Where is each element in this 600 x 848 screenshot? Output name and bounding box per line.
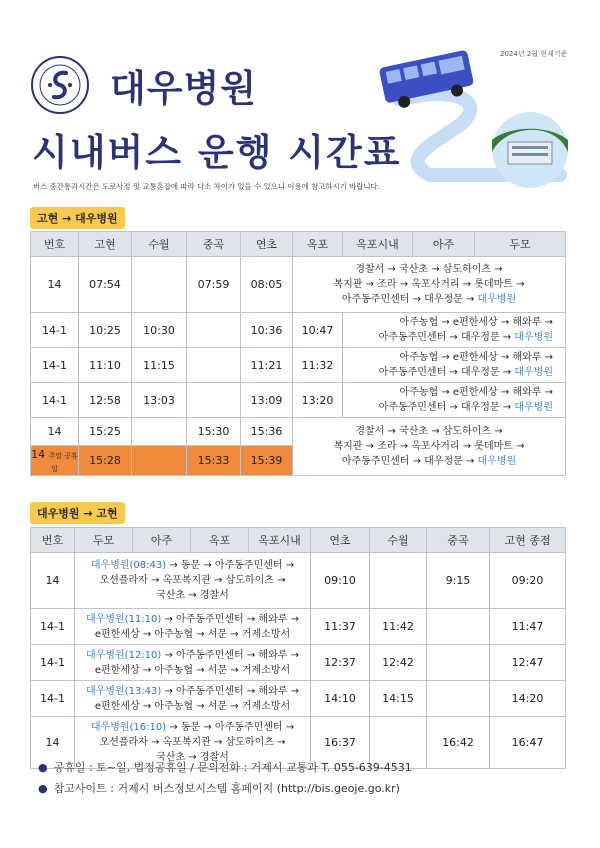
time-cell: 13:09 [241,383,293,418]
route-text: → 아주동주민센터 → 해와루 → [161,649,299,661]
time-cell: 15:30 [187,418,241,446]
route-description [343,348,566,383]
title-line-2: 시내버스 운행 시간표 [32,131,402,174]
timetable-to-gohyeon [30,527,566,769]
route-line: 국산초 → 경찰서 [156,752,229,763]
time-cell: 09:20 [490,553,566,609]
header-cell: 연초 [311,528,370,553]
header-cell: 번호 [31,528,75,553]
route-number: 14-1 [31,383,79,418]
table-row [31,609,566,645]
route-line: 아주농협 → e편한세상 → 해와루 → [399,352,553,363]
header-cell: 옥포 [293,232,343,257]
time-cell: 10:25 [79,313,132,348]
header-cell: 두모 [475,232,566,257]
header-cell: 옥포시내 [249,528,311,553]
departure: 대우병원(12:10) [86,649,162,661]
hospital-logo [30,55,90,115]
time-cell: 11:15 [132,348,187,383]
route-number [31,446,79,476]
timetable-to-hospital [30,231,566,476]
route-text: 아주동주민센터 → 대우정문 → [341,294,478,305]
route-line: 경찰서 → 국산초 → 삼도하이츠 → [355,426,503,437]
time-cell [187,313,241,348]
route-line [75,558,310,573]
route-tag-to-hospital: 고현 → 대우병원 [30,207,125,229]
time-cell: 07:54 [79,257,132,313]
footer-line [38,757,412,778]
header-cell: 연초 [241,232,293,257]
route-description [293,418,566,476]
as-of-date: 2024년 2월 현재기준 [500,50,568,58]
route-line [75,720,310,735]
departure: 대우병원(16:10) [90,722,167,733]
destination: 대우병원 [514,367,553,378]
bus-illustration [360,40,575,190]
route-line [75,684,310,699]
route-line: 경찰서 → 국산초 → 삼도하이츠 → [355,264,503,275]
time-cell: 13:03 [132,383,187,418]
route-line: 오션플라자 → 옥포복지관 → 삼도하이츠 → [99,737,286,748]
time-cell [187,383,241,418]
time-cell: 12:42 [370,645,427,681]
route-line: e편한세상 → 아주농협 → 서문 → 거제소방서 [94,628,291,640]
route-line: 아주농협 → e편한세상 → 해와루 → [399,317,553,328]
time-cell [427,609,490,645]
departure: 대우병원(11:10) [86,613,162,625]
header-cell: 중곡 [427,528,490,553]
header-cell: 수월 [370,528,427,553]
route-line [75,648,310,663]
time-cell: 08:05 [241,257,293,313]
time-cell [132,446,187,476]
footer-website: 참고사이트 : 거제시 버스정보시스템 홈페이지 (http://bis.geoje.go.kr) [53,782,400,795]
time-cell: 12:58 [79,383,132,418]
table-row [31,645,566,681]
departure: 대우병원(08:43) [90,560,167,571]
time-cell: 11:32 [293,348,343,383]
table-row [31,553,566,609]
header-cell: 고현 [79,232,132,257]
route-line: e편한세상 → 아주농협 → 서문 → 거제소방서 [94,664,291,676]
destination: 대우병원 [514,332,553,343]
route-number: 14-1 [31,348,79,383]
time-cell: 14:20 [490,681,566,717]
time-cell: 11:21 [241,348,293,383]
notice-text: 버스 중간통과시간은 도로사정 및 교통혼잡에 따라 다소 차이가 있을 수 있으니 이용에 참고하시기 바랍니다. [33,182,381,191]
time-cell: 11:47 [490,609,566,645]
time-cell: 16:42 [427,717,490,769]
table-header [31,232,566,257]
time-cell [187,348,241,383]
table-row [31,313,566,348]
weekend-note: 주말 공휴일 [48,451,78,473]
header-cell: 옥포 [191,528,249,553]
header-cell: 옥포시내 [343,232,413,257]
route-description [343,383,566,418]
header-cell: 아주 [133,528,191,553]
table-row [31,348,566,383]
destination: 대우병원 [514,402,553,413]
route-number: 14-1 [31,681,75,717]
header-cell: 고현 종점 [490,528,566,553]
time-cell: 11:10 [79,348,132,383]
route-text: 아주동주민센터 → 대우정문 → [378,367,515,378]
route-description [75,553,311,609]
footer-line [38,778,412,799]
route-line [293,292,565,307]
time-cell [370,553,427,609]
table-row [31,418,566,446]
time-cell: 16:37 [311,717,370,769]
time-cell [132,418,187,446]
header-cell: 아주 [413,232,475,257]
time-cell: 07:59 [187,257,241,313]
route-line [343,330,553,345]
time-cell: 14:15 [370,681,427,717]
route-number: 14 [31,257,79,313]
route-number: 14-1 [31,609,75,645]
route-line [75,612,310,627]
time-cell [427,681,490,717]
route-description [75,609,311,645]
route-text: 아주동주민센터 → 대우정문 → [378,402,515,413]
route-line [343,365,553,380]
time-cell: 10:47 [293,313,343,348]
header-cell: 중곡 [187,232,241,257]
header-cell: 번호 [31,232,79,257]
table-row [31,383,566,418]
bullet-icon: ● [38,761,48,774]
route-line: 복지관 → 조라 → 옥포사거리 → 롯데마트 → [333,441,525,452]
time-cell: 15:28 [79,446,132,476]
route-text: 아주동주민센터 → 대우정문 → [378,332,515,343]
route-description [75,645,311,681]
destination: 대우병원 [477,456,517,467]
time-cell [427,645,490,681]
time-cell: 11:37 [311,609,370,645]
route-text: → 동문 → 아주동주민센터 → [166,722,295,733]
route-description [343,313,566,348]
route-number: 14 [31,418,79,446]
title-line-1: 대우병원 [110,67,257,110]
route-number: 14-1 [31,645,75,681]
time-cell: 10:30 [132,313,187,348]
time-cell: 10:36 [241,313,293,348]
route-number: 14-1 [31,313,79,348]
route-line [343,400,553,415]
route-line: 오션플라자 → 옥포복지관 → 삼도하이츠 → [99,575,286,586]
departure: 대우병원(13:43) [86,685,162,697]
route-line: 국산초 → 경찰서 [156,590,229,601]
route-description [293,257,566,313]
route-line [293,454,565,469]
table-header [31,528,566,553]
route-number: 14 [31,553,75,609]
route-description [75,681,311,717]
time-cell: 12:47 [490,645,566,681]
time-cell: 14:10 [311,681,370,717]
time-cell: 11:42 [370,609,427,645]
time-cell: 13:20 [293,383,343,418]
route-line: 복지관 → 조라 → 옥포사거리 → 롯데마트 → [333,279,525,290]
time-cell: 15:39 [241,446,293,476]
time-cell: 15:33 [187,446,241,476]
header-cell: 두모 [75,528,133,553]
route-text: → 아주동주민센터 → 해와루 → [161,685,299,697]
route-line: 아주농협 → e편한세상 → 해와루 → [399,387,553,398]
route-number-text: 14 [31,447,46,461]
footer-holiday-contact: 공휴일 : 토~일, 법정공휴일 / 문의전화 : 거제시 교통과 T. 055-639-4531 [53,761,412,774]
route-text: → 동문 → 아주동주민센터 → [166,560,295,571]
time-cell [132,257,187,313]
route-text: → 아주동주민센터 → 해와루 → [161,613,299,625]
time-cell: 15:25 [79,418,132,446]
time-cell: 15:36 [241,418,293,446]
table-row [31,681,566,717]
bullet-icon: ● [38,782,48,795]
header-cell: 수월 [132,232,187,257]
route-number: 14 [31,717,75,769]
route-text: 아주동주민센터 → 대우정문 → [341,456,478,467]
footer [38,757,412,799]
route-tag-to-gohyeon: 대우병원 → 고현 [30,502,125,524]
time-cell: 09:10 [311,553,370,609]
time-cell: 12:37 [311,645,370,681]
route-line: e편한세상 → 아주농협 → 서문 → 거제소방서 [94,700,291,712]
time-cell: 16:47 [490,717,566,769]
table-row [31,257,566,313]
time-cell: 9:15 [427,553,490,609]
destination: 대우병원 [477,294,517,305]
